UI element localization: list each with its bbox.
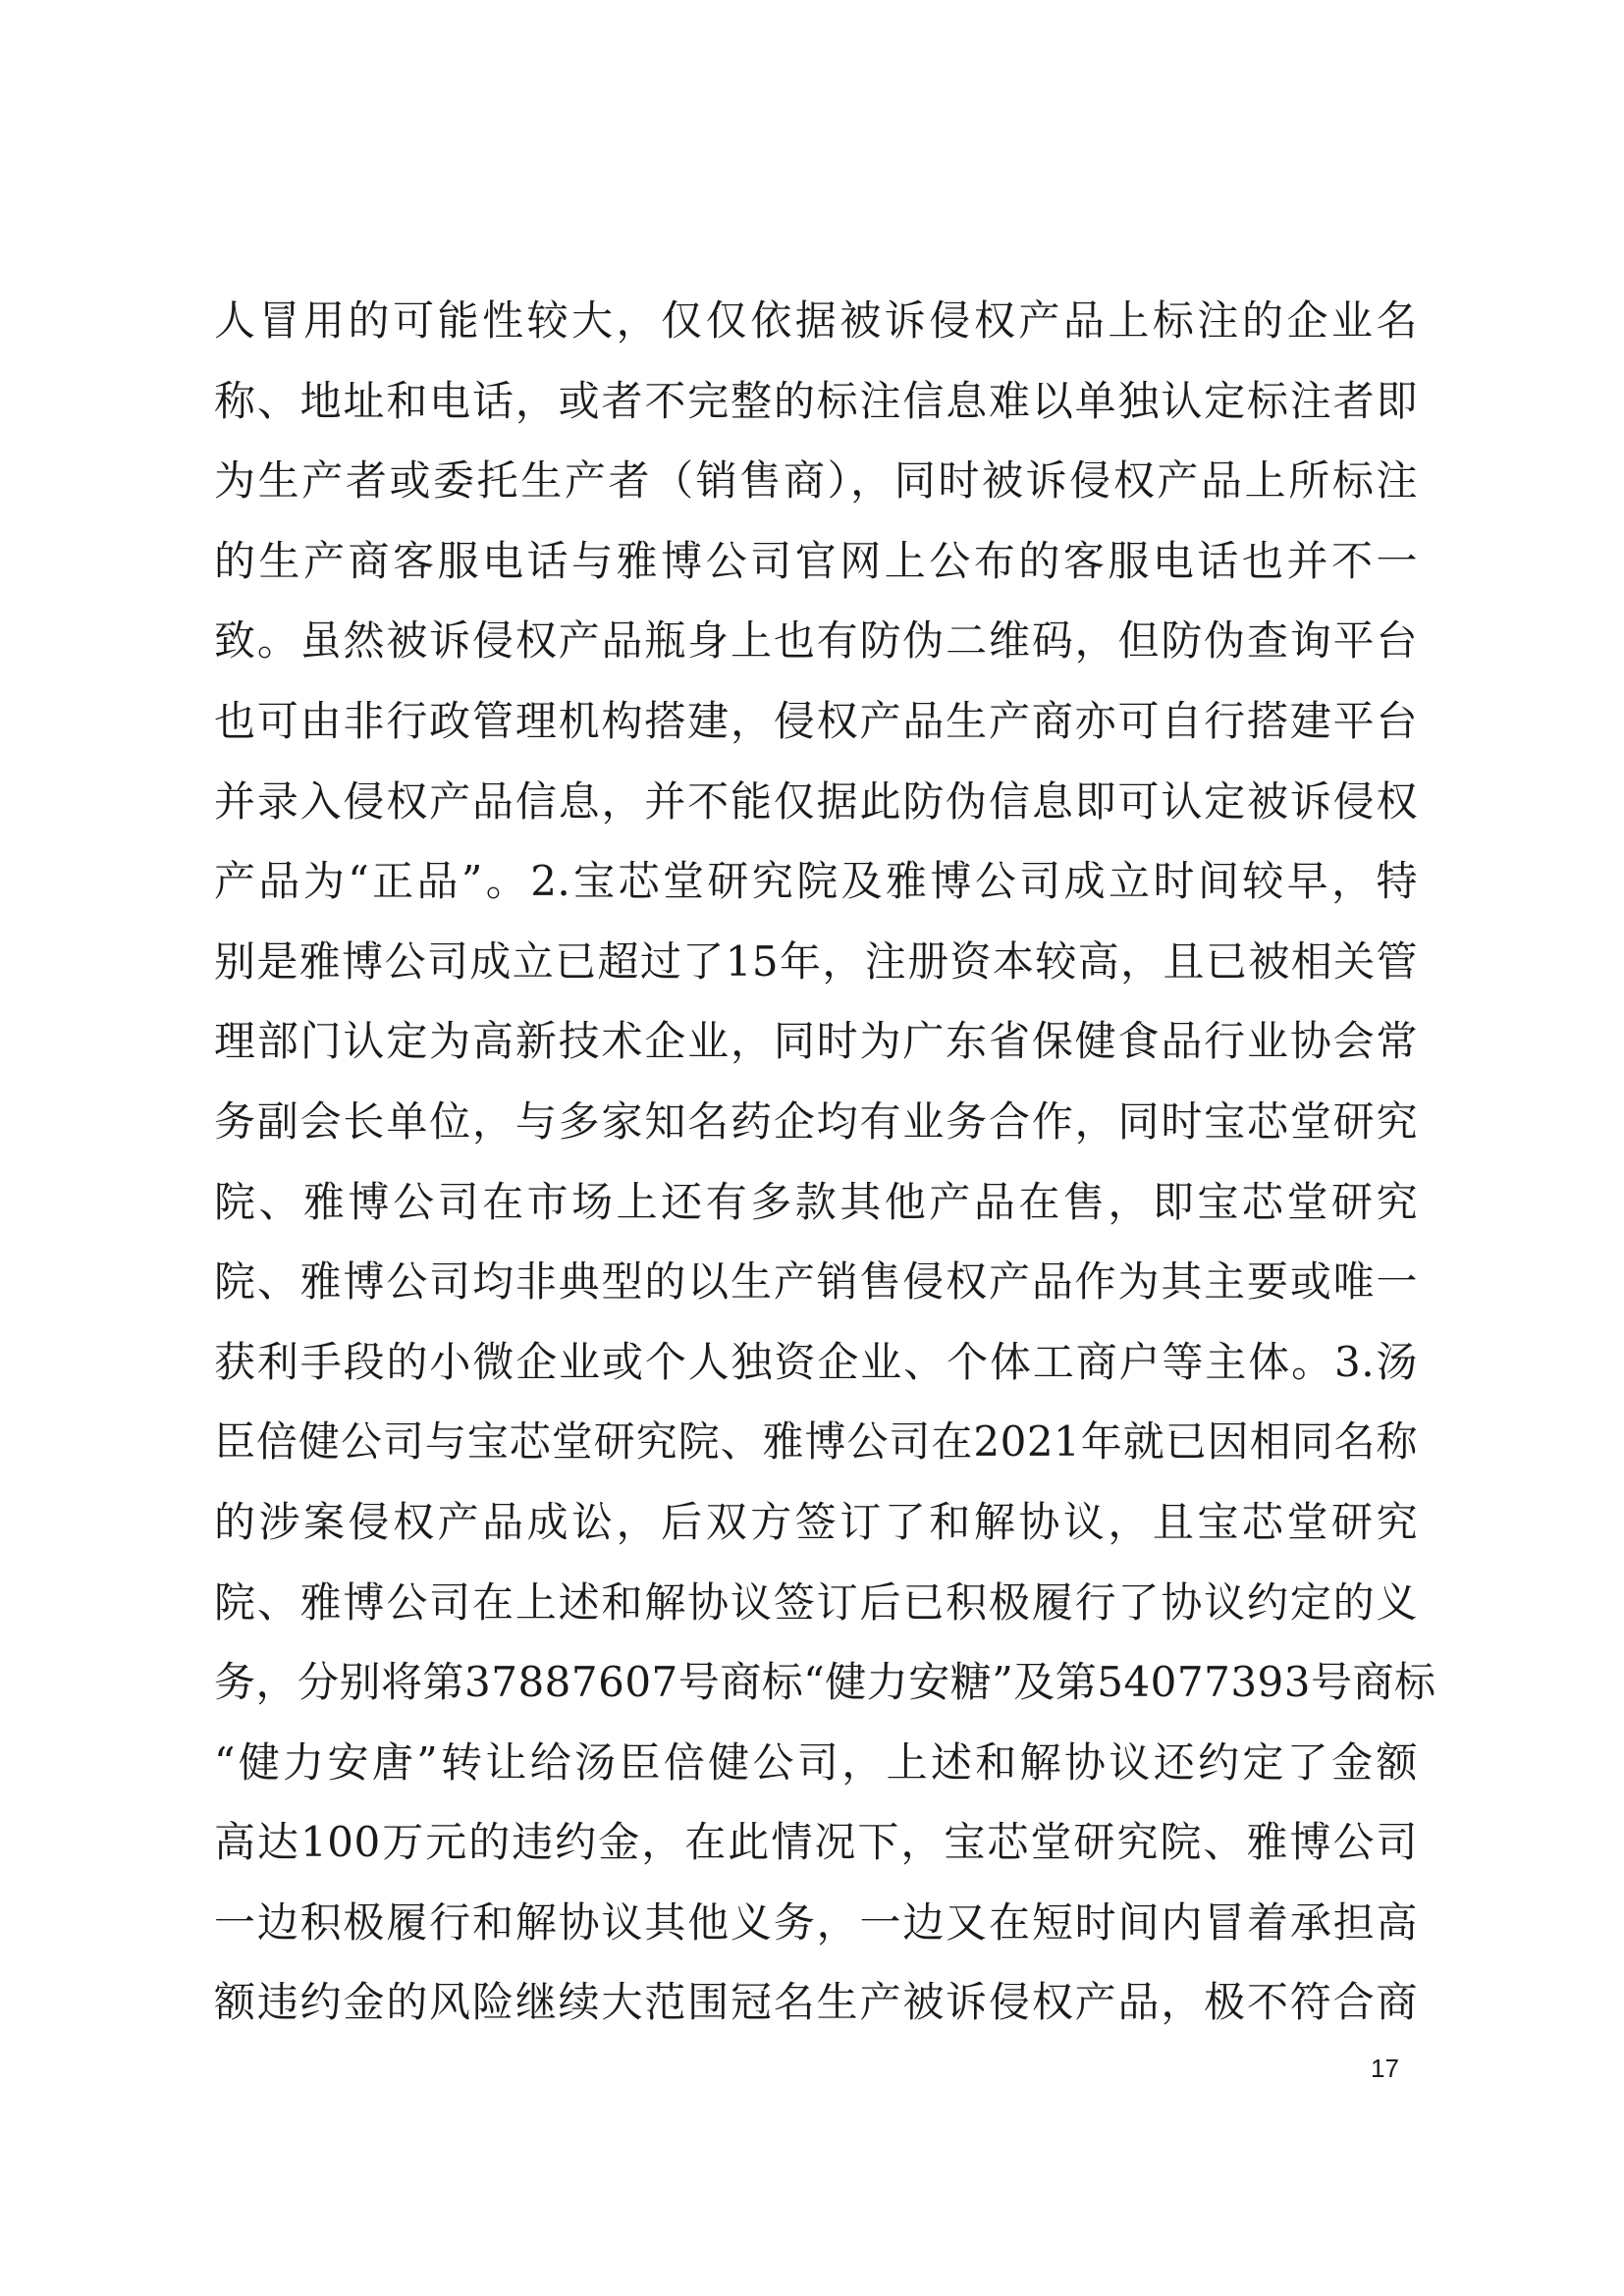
text-line: 获利手段的小微企业或个人独资企业、个体工商户等主体。3.汤: [214, 1337, 1418, 1386]
text-line: “健力安唐”转让给汤臣倍健公司，上述和解协议还约定了金额: [214, 1737, 1418, 1787]
text-line: 并录入侵权产品信息，并不能仅据此防伪信息即可认定被诉侵权: [214, 776, 1418, 826]
page-number: 17: [1371, 2054, 1399, 2083]
text-line: 院、雅博公司在上述和解协议签订后已积极履行了协议约定的义: [214, 1577, 1418, 1627]
text-line: 也可由非行政管理机构搭建，侵权产品生产商亦可自行搭建平台: [214, 696, 1418, 745]
text-line: 的生产商客服电话与雅博公司官网上公布的客服电话也并不一: [214, 536, 1418, 585]
text-line: 理部门认定为高新技术企业，同时为广东省保健食品行业协会常: [214, 1017, 1418, 1066]
text-line: 一边积极履行和解协议其他义务，一边又在短时间内冒着承担高: [214, 1897, 1418, 1947]
text-line: 的涉案侵权产品成讼，后双方签订了和解协议，且宝芯堂研究: [214, 1497, 1418, 1546]
text-line: 院、雅博公司均非典型的以生产销售侵权产品作为其主要或唯一: [214, 1257, 1418, 1307]
text-line: 称、地址和电话，或者不完整的标注信息难以单独认定标注者即: [214, 376, 1418, 425]
text-line: 为生产者或委托生产者（销售商），同时被诉侵权产品上所标注: [214, 456, 1418, 506]
text-line: 人冒用的可能性较大，仅仅依据被诉侵权产品上标注的企业名: [214, 296, 1418, 345]
text-line: 高达100万元的违约金，在此情况下，宝芯堂研究院、雅博公司: [214, 1818, 1418, 1867]
text-line: 臣倍健公司与宝芯堂研究院、雅博公司在2021年就已因相同名称: [214, 1417, 1418, 1467]
text-line: 产品为“正品”。2.宝芯堂研究院及雅博公司成立时间较早，特: [214, 857, 1418, 906]
body-paragraph: [214, 281, 1436, 2043]
text-line: 额违约金的风险继续大范围冠名生产被诉侵权产品，极不符合商: [214, 1978, 1418, 2027]
text-line: 院、雅博公司在市场上还有多款其他产品在售，即宝芯堂研究: [214, 1177, 1418, 1226]
text-line: 务副会长单位，与多家知名药企均有业务合作，同时宝芯堂研究: [214, 1096, 1418, 1146]
text-line: 致。虽然被诉侵权产品瓶身上也有防伪二维码，但防伪查询平台: [214, 616, 1418, 666]
text-line: 务，分别将第37887607号商标“健力安糖”及第54077393号商标: [214, 1658, 1436, 1707]
text-line: 别是雅博公司成立已超过了15年，注册资本较高，且已被相关管: [214, 936, 1418, 986]
